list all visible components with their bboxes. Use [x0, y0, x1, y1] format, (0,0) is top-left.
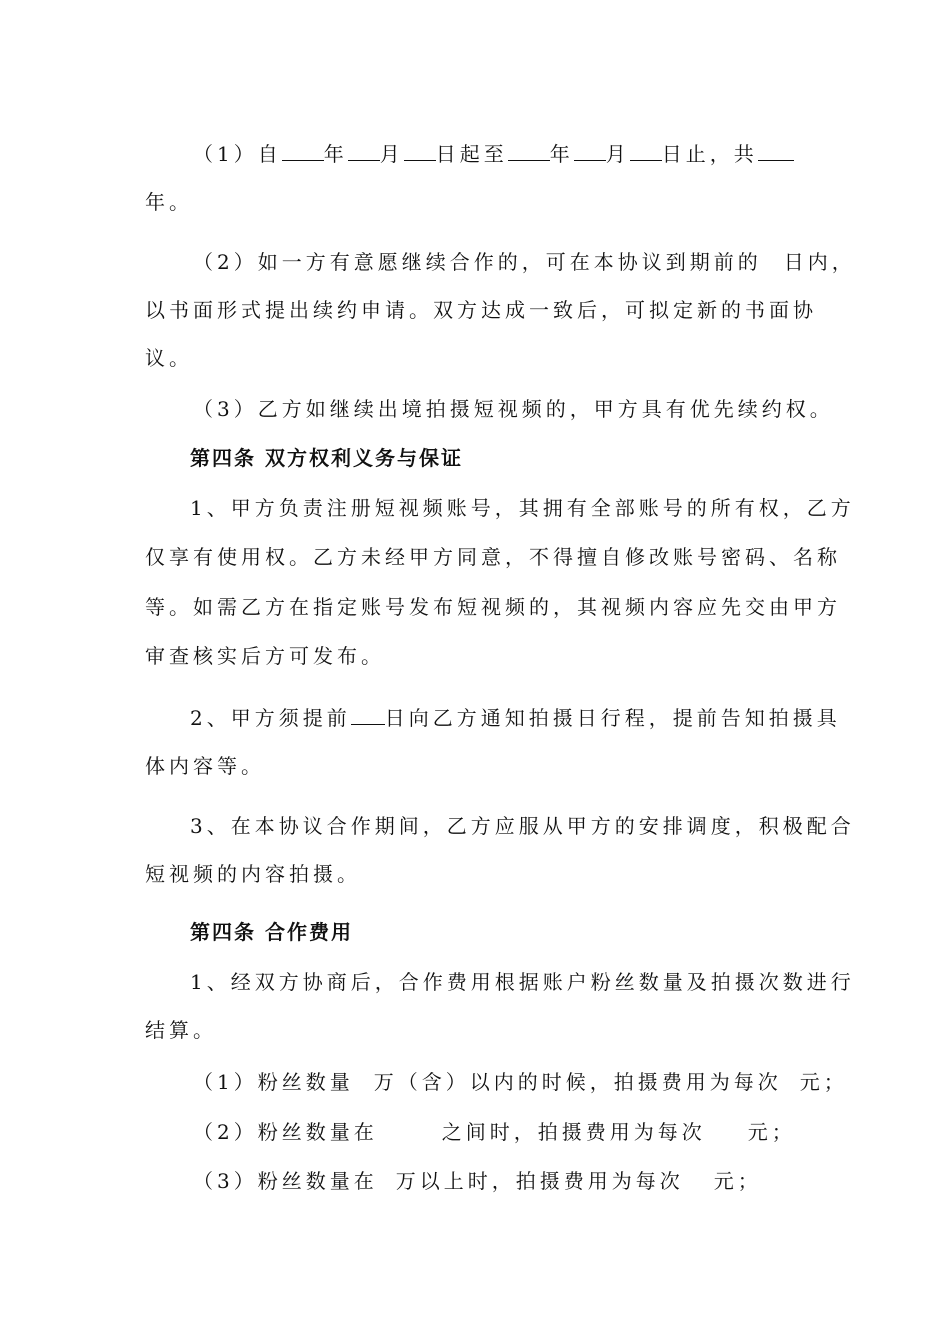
term-item-2-days: 日内， [783, 250, 856, 274]
rights-p1-line-2: 仅享有使用权。乙方未经甲方同意，不得擅自修改账号密码、名称 [145, 545, 841, 569]
term-item-2-text: （2）如一方有意愿继续合作的，可在本协议到期前的 [193, 250, 762, 274]
rights-p1-line-1: 1、甲方负责注册短视频账号，其拥有全部账号的所有权，乙方 [190, 496, 855, 520]
end-year-label: 年 [549, 142, 574, 166]
fees-p1-line-1: 1、经双方协商后，合作费用根据账户粉丝数量及拍摄次数进行 [190, 970, 855, 994]
rights-p2-suffix: 日向乙方通知拍摄日行程，提前告知拍摄具 [384, 706, 841, 730]
month-label: 月 [379, 142, 404, 166]
term-item-2-line-1 [193, 250, 856, 274]
term-item-1-prefix: （1）自 [193, 142, 282, 166]
rights-p2-line-2: 体内容等。 [145, 754, 265, 778]
fee-item-3-unit: 元； [713, 1169, 762, 1193]
fee-item-2-prefix: （2）粉丝数量在 [193, 1120, 378, 1144]
fee-item-2-middle: 之间时，拍摄费用为每次 [441, 1120, 706, 1144]
end-month-label: 月 [605, 142, 630, 166]
end-month-blank [574, 144, 606, 161]
year-blank [282, 144, 324, 161]
fee-item-3 [193, 1169, 762, 1193]
article-fees-heading: 第四条 合作费用 [190, 920, 353, 944]
end-day-label: 日止，共 [661, 142, 758, 166]
term-item-2-line-3: 议。 [145, 346, 193, 370]
rights-p2-prefix: 2、甲方须提前 [190, 706, 351, 730]
fee-item-1 [193, 1070, 848, 1094]
start-day-label: 日起至 [435, 142, 508, 166]
fee-item-2-unit: 元； [747, 1120, 796, 1144]
fee-item-2 [193, 1120, 796, 1144]
fees-p1-line-2: 结算。 [145, 1018, 217, 1042]
term-item-3: （3）乙方如继续出境拍摄短视频的，甲方具有优先续约权。 [193, 397, 834, 421]
notice-days-blank [351, 708, 385, 725]
term-item-2-line-2: 以书面形式提出续约申请。双方达成一致后，可拟定新的书面协 [145, 298, 817, 322]
year-label: 年 [323, 142, 348, 166]
term-item-1 [193, 142, 794, 166]
rights-p3-line-2: 短视频的内容拍摄。 [145, 862, 361, 886]
rights-p1-line-4: 审查核实后方可发布。 [145, 644, 385, 668]
month-blank [348, 144, 380, 161]
end-year-blank [508, 144, 550, 161]
day-blank [404, 144, 436, 161]
term-item-1-tail: 年。 [145, 190, 193, 214]
end-day-blank [630, 144, 662, 161]
fee-item-3-prefix: （3）粉丝数量在 [193, 1169, 378, 1193]
rights-p2-line-1 [190, 706, 841, 730]
fee-item-1-unit: 元； [799, 1070, 848, 1094]
article-rights-heading: 第四条 双方权利义务与保证 [190, 446, 463, 470]
fee-item-1-middle: 万（含）以内的时候，拍摄费用为每次 [373, 1070, 782, 1094]
rights-p3-line-1: 3、在本协议合作期间，乙方应服从甲方的安排调度，积极配合 [190, 814, 855, 838]
total-years-blank [758, 144, 794, 161]
fee-item-1-prefix: （1）粉丝数量 [193, 1070, 354, 1094]
fee-item-3-middle: 万以上时，拍摄费用为每次 [395, 1169, 684, 1193]
rights-p1-line-3: 等。如需乙方在指定账号发布短视频的，其视频内容应先交由甲方 [145, 595, 841, 619]
